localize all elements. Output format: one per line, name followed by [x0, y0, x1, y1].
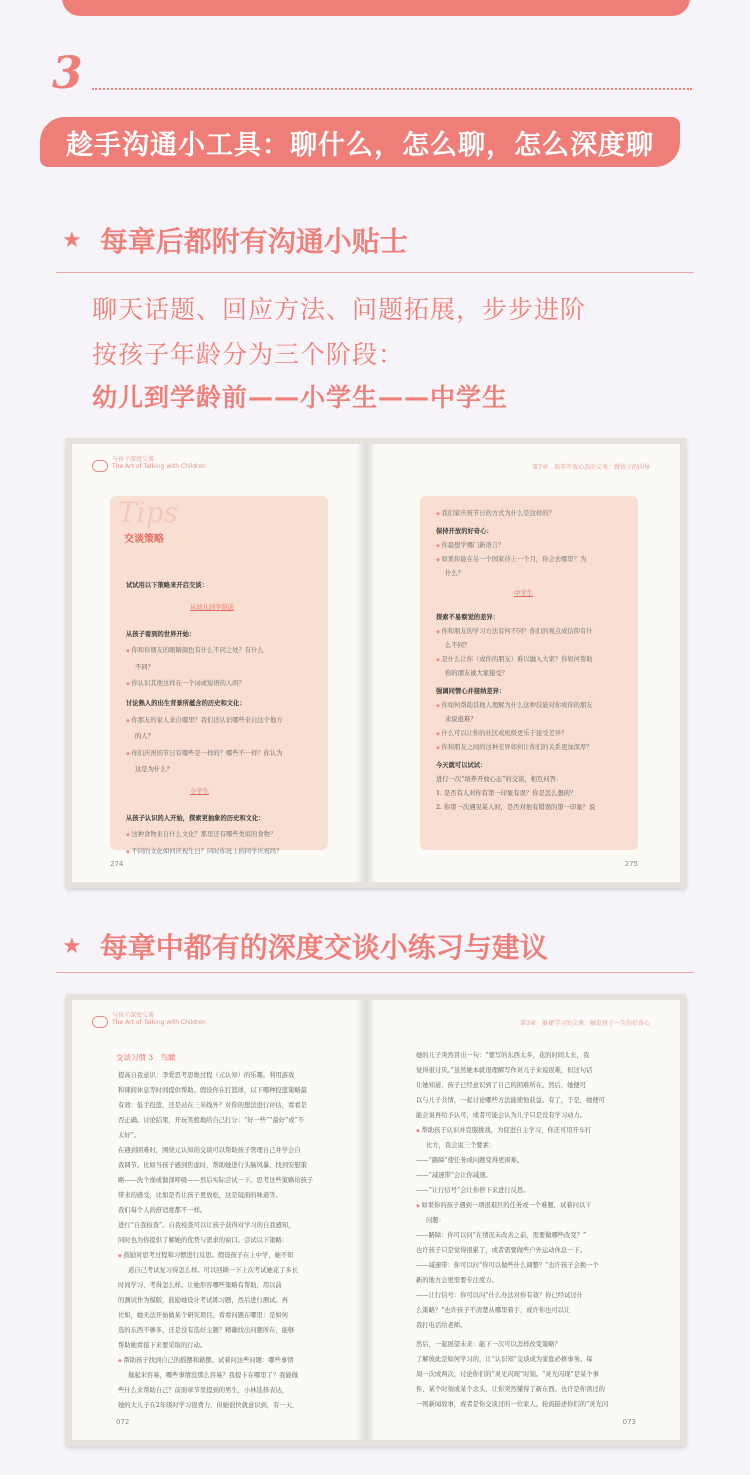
- book2-right-page: [376, 1000, 680, 1440]
- text-line: ◆ 这种食物来自什么文化？那里还有哪些类似的食物？: [126, 829, 276, 838]
- text-line: ◆ 如果你能在另一个国家待上一个月，你会去哪里？为: [436, 554, 586, 563]
- text-line: ◆ 你和朋友的学习方法有何不同？你们的观点或信仰有什: [436, 626, 593, 635]
- text-line: ◆ 你和你朋友的眼睛颜色有什么不同之处？有什么: [126, 645, 264, 654]
- text-line: 否正确。讨论结果，开玩笑般地给自己打分：“好一些”“最好”或“不: [118, 1117, 305, 1124]
- text-line: 一则新闻故事，或者是你交谈过的一位家人。轮流描述你们的“灵光闪: [416, 1401, 609, 1408]
- text-line: 探索不易察觉的差异：: [436, 614, 499, 621]
- text-line: 略——洗个澡或做深呼吸——然后实际尝试一下。思考这些策略给孩子: [118, 1177, 314, 1184]
- spine-shadow: [356, 1000, 376, 1440]
- feature-1-emphasis: 幼儿到学龄前——小学生——中学生: [92, 383, 509, 412]
- text-line: 比如，她无法开始做某个研究项目，看看问题在哪里：是如何: [118, 1312, 289, 1319]
- tips-watermark: Tips: [118, 496, 178, 529]
- text-line: 能会说再给予认可，或者可能会认为儿子只是没有学习动力。: [416, 1112, 587, 1119]
- page-number-left: 274: [110, 860, 124, 868]
- text-line: ——减速带：你可以问“你可以做些什么调整？”也许孩子会换一个: [416, 1262, 599, 1269]
- text-line: 太好”。: [118, 1132, 141, 1139]
- text-line: 从孩子认识的人开始，探索更抽象的历史和文化：: [126, 814, 265, 822]
- text-line: 问题：: [426, 1217, 445, 1224]
- text-line: 小学生: [190, 788, 209, 796]
- page-number-right: 275: [624, 860, 638, 868]
- page-number-right: 073: [622, 1418, 636, 1426]
- top-banner-edge: [62, 0, 690, 16]
- book1-left-page: [72, 444, 376, 882]
- text-line: 么策略？”也许孩子不清楚从哪里着手，或许你也可以让: [416, 1307, 571, 1314]
- text-line: 保持开放的好奇心：: [436, 528, 493, 535]
- book-logo-icon: [92, 1016, 108, 1028]
- feature-1-line-1: 聊天话题、回应方法、问题拓展，步步进阶: [92, 295, 587, 324]
- text-line: 些什么来帮助自己？前面章节里提到的男生，小林选择表达，: [118, 1387, 289, 1394]
- book2-logo-text: 与孩子深度交谈 The Art of Talking with Children: [112, 1012, 206, 1026]
- text-line: 选的东西不够多，还是没有选好主题？精确找出问题所在，能够: [118, 1327, 295, 1334]
- text-line: 我打电话给老师。: [416, 1322, 467, 1329]
- star-icon: ★: [62, 227, 82, 253]
- text-line: 帮助她看接下来要采取的行动。: [118, 1342, 207, 1349]
- section-title-banner: 趁手沟通小工具：聊什么，怎么聊，怎么深度聊: [40, 117, 680, 167]
- text-line: 带来的感受，比如是否让孩子更放松，这是镜面的味道等。: [118, 1192, 282, 1199]
- text-line: 我调节。比如当孩子感到焦虑时，帮助她进行头脑风暴，找到安慰策: [118, 1162, 307, 1169]
- text-line: 她的儿子突然冒出一句：“要写的东西太多，花的时间太长，我: [416, 1052, 590, 1059]
- feature-1-line-2: 按孩子年龄分为三个阶段：: [92, 340, 405, 369]
- book1-logo-text: 与孩子深度交谈 The Art of Talking with Children: [112, 456, 206, 470]
- text-line: 进行一次“培养开放心态”的交谈，相互问答：: [436, 776, 563, 783]
- text-line: 你的朋友被大家接受？: [445, 670, 508, 677]
- feature-2-title: 每章中都有的深度交谈小练习与建议: [99, 931, 548, 964]
- text-line: 然后，一起展望未来：能下一次可以怎样改变策略？: [416, 1341, 561, 1348]
- text-line: ——让行信号：你可以问“什么办法对你有效？你已经试过什: [416, 1292, 583, 1299]
- text-line: ——“路障”使任务或问题变得更困难。: [416, 1157, 524, 1164]
- text-line: 不同？: [135, 663, 154, 671]
- text-line: ◆ 帮助孩子认识并克服挑战，为促进自主学习，你还可用开车打: [416, 1125, 591, 1134]
- text-line: ——“减速带”会让你减速。: [416, 1172, 492, 1179]
- text-line: 我们每个人的舒适度都不一样。: [118, 1207, 207, 1214]
- feature-2-heading: [62, 926, 548, 966]
- text-line: ◆ 如果你的孩子遇到一项很艰巨的任务或一个难题，试着问以下: [416, 1200, 591, 1209]
- text-line: 强调同情心并接纳差异：: [436, 688, 506, 695]
- book2-left-page: [72, 1000, 376, 1440]
- text-line: 周一次或两次，讨论你们的“灵光闪现”时刻。“灵光闪现”是某个事: [416, 1371, 599, 1378]
- text-line: 了解彼此是如何学习的，让“认识知”交谈成为家庭必修事务。每: [416, 1356, 593, 1363]
- text-line: ◆ 我们家庆祝节日的方式为什么是这样的？: [436, 508, 555, 517]
- book-spread-practice: [66, 994, 686, 1446]
- tips-card-left: [110, 496, 328, 855]
- text-line: 中学生: [514, 590, 533, 597]
- text-line: 和课间休息等时间提供帮助。假设你在打篮球，以下哪种投篮策略最: [118, 1087, 307, 1094]
- text-line: 觉得很讨厌。”虽然她本就很理解写作对儿子来说很难，但这句话: [416, 1067, 593, 1074]
- feature-1-title: 每章后都附有沟通小贴士: [99, 225, 408, 258]
- spine-shadow: [356, 444, 376, 882]
- text-line: 让她知道，孩子已经意识到了自己的困难所在。然后，她便可: [416, 1082, 587, 1089]
- running-head: 第7章 培养开放心态的交谈：做孩子的向导: [532, 464, 650, 471]
- text-line: 比方，我会说三个要素：: [426, 1142, 496, 1149]
- text-line: ◆ 你如何帮助其他人理解为什么这种技能对你或你的朋友: [436, 700, 593, 709]
- text-line: ◆ 你和朋友之间的这种差异如何让你们的关系更加深厚？: [436, 742, 593, 751]
- text-line: 来说很难？: [445, 716, 477, 723]
- star-icon: ★: [62, 933, 82, 959]
- text-line: 提高自我意识：李爱思考思维过程（元认知）的乐趣。利用游戏: [118, 1072, 295, 1079]
- tips-heading: 交谈策略: [124, 534, 164, 545]
- text-line: ◆ 你那友的家人来自哪里？我们还认识哪些来自这个地方: [126, 715, 283, 724]
- book-spread-tips: [66, 438, 686, 888]
- text-line: ◆ 什么可以让你的社区或班级更乐于接受差异？: [436, 728, 567, 737]
- text-line: ——路障：你可以问“在情况未改善之前，需要做哪些改变？”: [416, 1232, 587, 1239]
- text-line: 从孩子看到的世界开始：: [126, 630, 196, 638]
- text-line: 她的大儿子在2年级时学习很费力，但她很快就意识到，有一天，: [118, 1402, 299, 1409]
- practice-heading: 交谈习惯 3 鸟瞰: [116, 1053, 176, 1062]
- tips-card-right: [420, 496, 638, 850]
- feature-1-rule: [56, 272, 694, 273]
- text-line: 时间学习，考得怎么样。让她形容哪些策略有帮助，用以前: [118, 1282, 282, 1289]
- text-line: 以与儿子共情，一起讨论哪些方法能使他获益。有了，于是，她便可: [416, 1097, 605, 1104]
- text-line: 新的地方会更需要专注度力。: [416, 1277, 498, 1284]
- text-line: 这是为什么？: [135, 766, 173, 773]
- feature-1-heading: [62, 220, 408, 260]
- text-line: ◆ 你认识其他这样在一个词或短语的人吗？: [126, 678, 245, 687]
- page-number-left: 072: [116, 1418, 130, 1426]
- text-line: ◆ 不同的文化如何庆祝生日？同时你班上的同学庆祝吗？: [126, 846, 283, 855]
- book1-right-page: [376, 444, 680, 882]
- text-line: 讨论熟人的出生背景所蕴含的历史和文化：: [126, 700, 246, 708]
- text-line: 今天就可以试试：: [436, 762, 487, 769]
- text-line: 么不同？: [445, 642, 471, 649]
- text-line: 从幼儿到学龄前: [190, 604, 235, 612]
- text-line: ◆ 你最想学哪门新语言？: [436, 540, 504, 549]
- text-line: 什么？: [445, 570, 464, 577]
- text-line: 件、某个时刻或某个念头，让你突然懂得了新东西。也许是你读过的: [416, 1386, 605, 1393]
- text-line: 也许孩子只是觉得很累了，或者需要做些户外运动休息一下。: [416, 1247, 587, 1254]
- feature-2-rule: [56, 972, 694, 973]
- text-line: 1. 是否有人对你有第一印象有误？你是怎么想的？: [436, 790, 577, 797]
- text-line: 2. 你第一次遇见某人时，是否对他有错误的第一印象？说: [436, 804, 596, 811]
- text-line: 进行“自我检查”。自我检查可以让孩子获得对学习的自我感知，: [118, 1222, 295, 1229]
- text-line: 有效：低手投篮、还是站在三米线外？对你的想法进行评估，看看是: [118, 1102, 307, 1109]
- text-line: 同时也为你提供了解她的优势与需求的窗口。尝试以下策略：: [118, 1237, 289, 1244]
- text-line: ◆ 是什么让你（或你的朋友）难以融入大家？你如何帮助: [436, 654, 593, 663]
- book-logo-icon: [92, 460, 108, 472]
- text-line: 在遇到困难时，围绕元认知的交谈可以帮助孩子管理自己并学会自: [118, 1147, 301, 1154]
- section-number: 3: [52, 48, 83, 99]
- text-line: 道自己考试复习得怎么样。可以回顾一下上次考试她花了多长: [128, 1267, 299, 1274]
- text-line: 试试用以下策略来开启交谈：: [126, 582, 208, 589]
- text-line: ◆ 你们庆祝的节日有哪些是一样的？哪些不一样？你认为: [126, 748, 283, 757]
- text-line: 的人？: [135, 733, 154, 741]
- text-line: ——“让行信号”会让你停下来进行反思。: [416, 1187, 530, 1194]
- running-head: 第3章 敏捷学习的交谈：触发孩子一生的好奇心: [520, 1020, 650, 1027]
- text-line: 做起来容易，哪些事情没那么容易？我提卡在哪里了？我能做: [128, 1372, 299, 1379]
- text-line: ◆ 帮助孩子找到自己的摇摆和藉摆。试着问这些问题：哪些事情: [118, 1355, 293, 1364]
- text-line: ◆ 鼓励对思考过程和习惯进行反思。假设孩子在上中学，她不知: [118, 1250, 293, 1259]
- text-line: 的测试作为模版，鼓励她设计考试练习题，然后进行测试。再: [118, 1297, 289, 1304]
- dotted-divider: [92, 88, 692, 90]
